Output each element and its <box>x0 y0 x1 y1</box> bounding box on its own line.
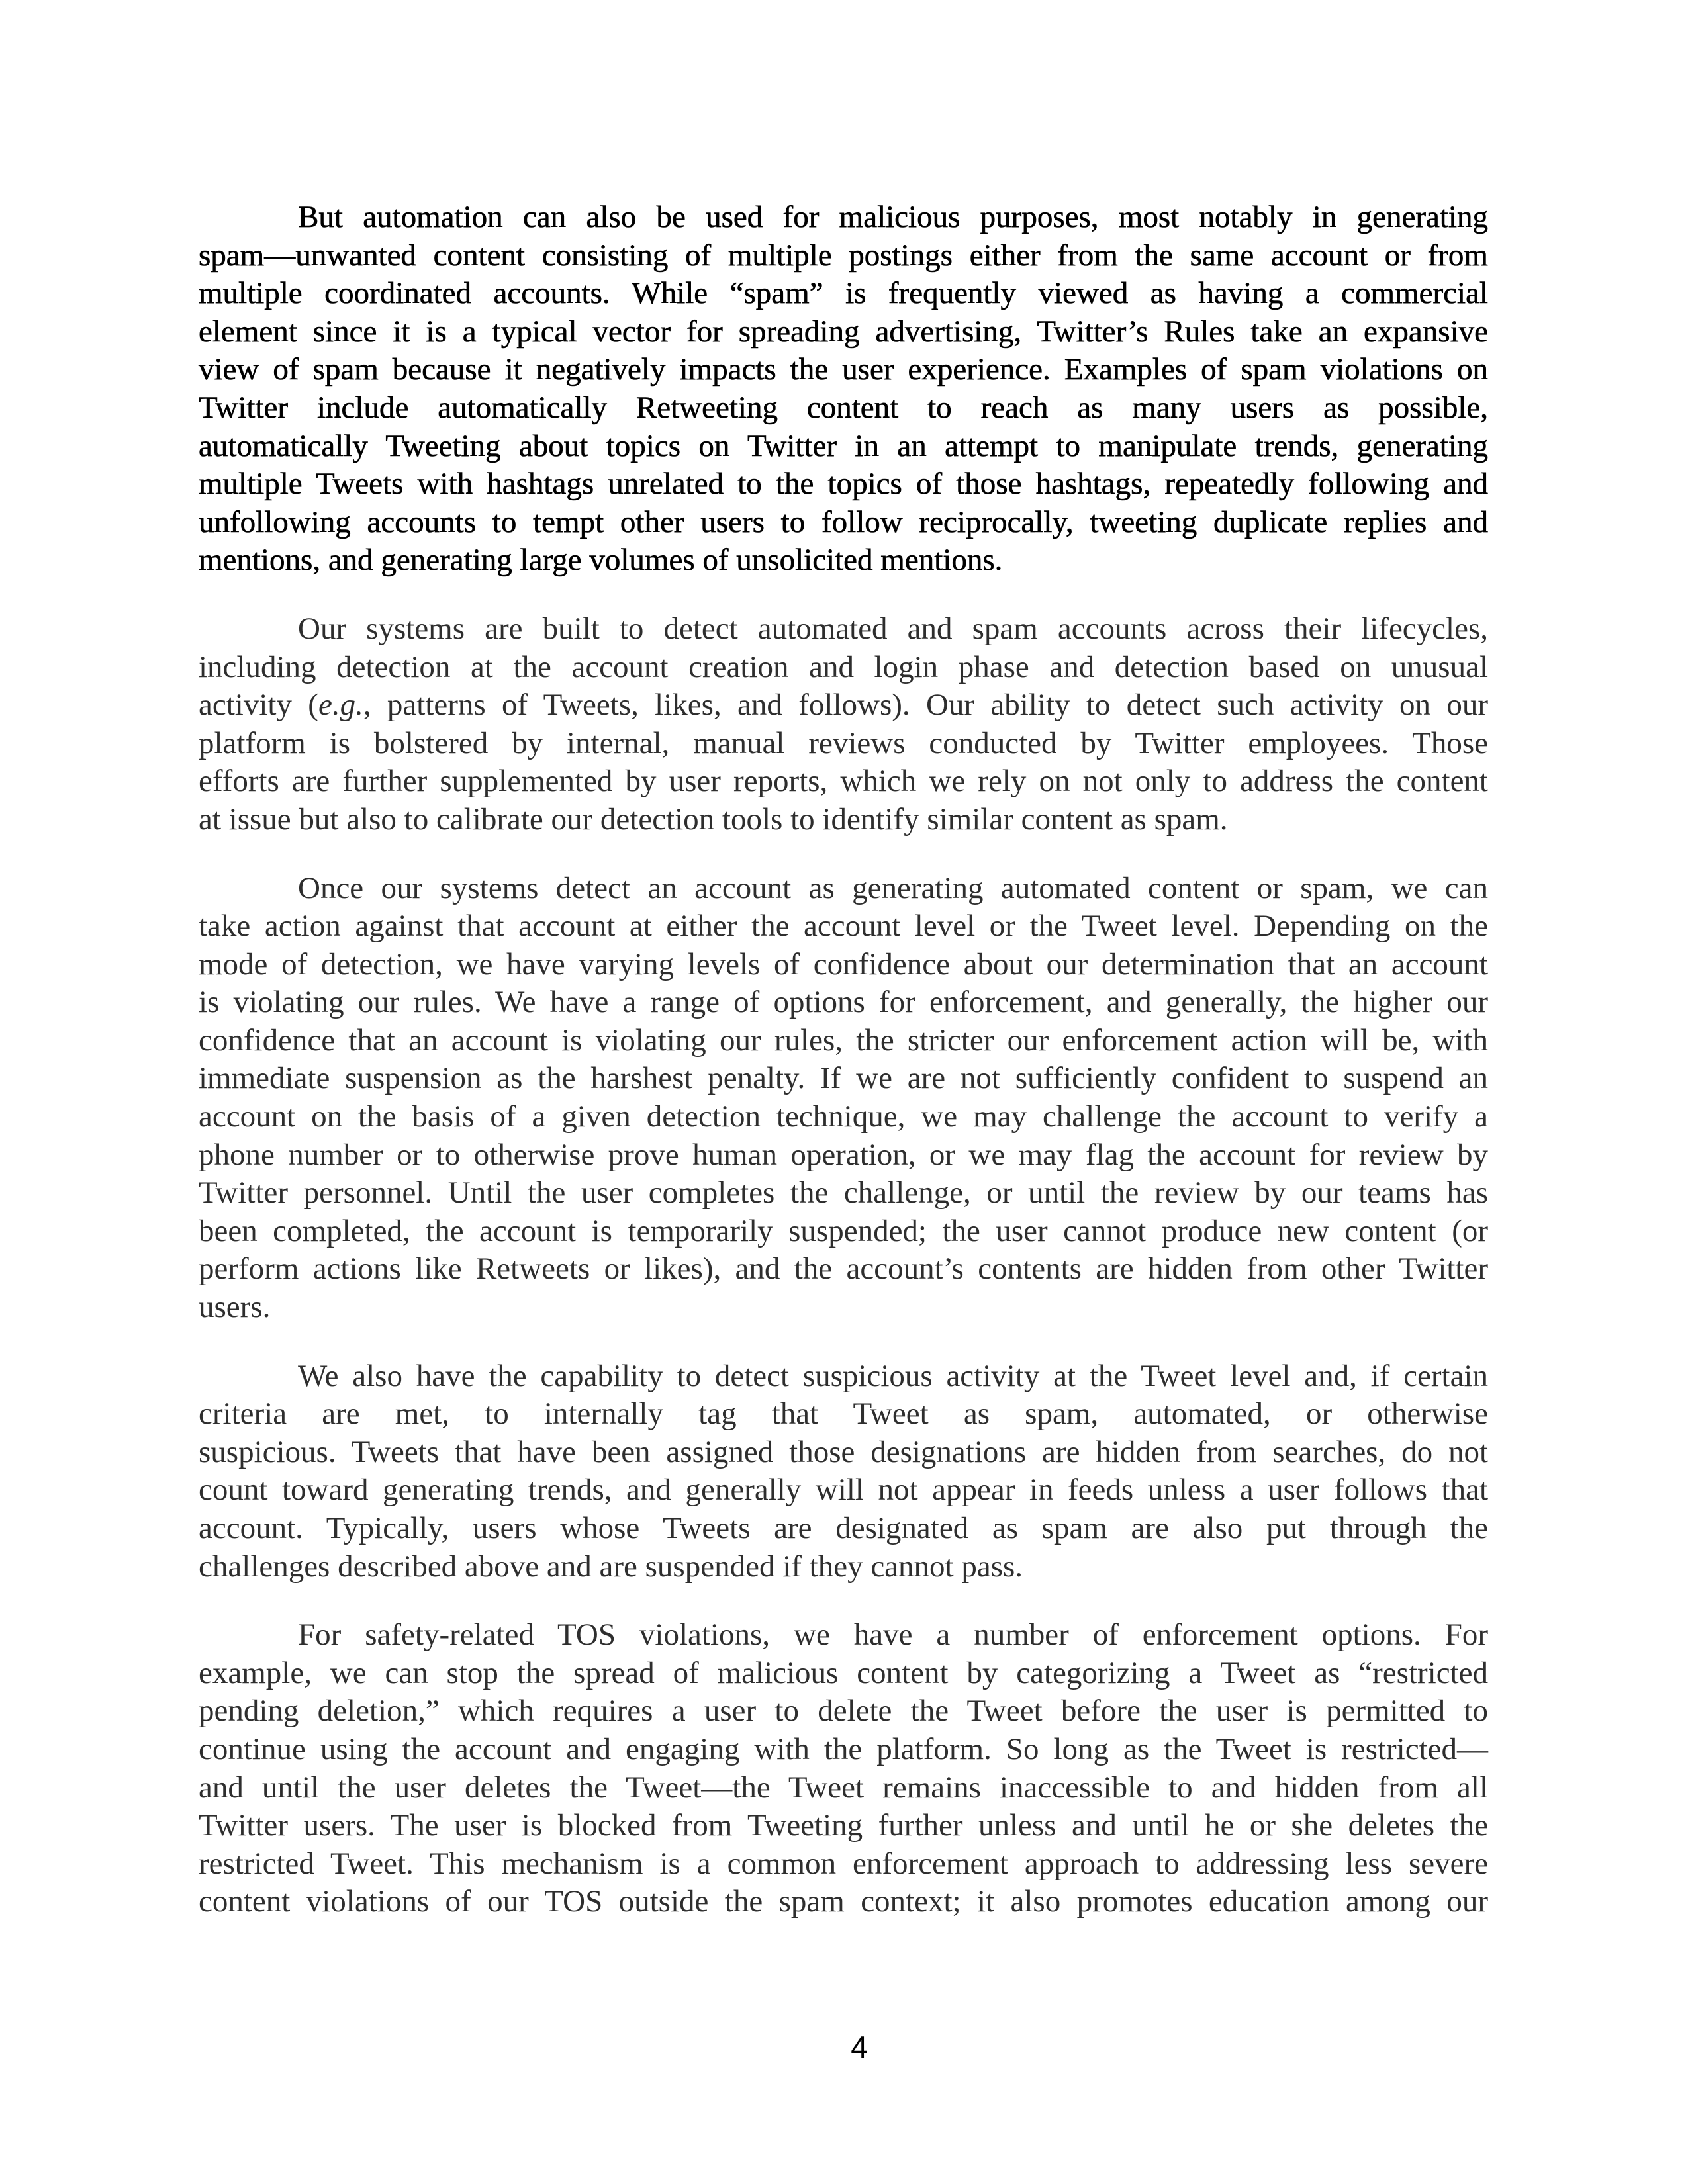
text-line: phone number or to otherwise prove human operation, or we may flag the account for review by <box>199 1137 1488 1172</box>
text-line: content violations of our TOS outside the spam context; it also promotes education among our <box>199 1884 1488 1919</box>
text-line: confidence that an account is violating our rules, the stricter our enforcement action will be, with <box>199 1023 1488 1058</box>
text-line: multiple Tweets with hashtags unrelated to the topics of those hashtags, repeatedly following and <box>199 467 1488 502</box>
page-number <box>0 2030 1688 2064</box>
paragraph-2 <box>199 610 1488 839</box>
text-line: mode of detection, we have varying levels of confidence about our determination that an account <box>199 946 1488 981</box>
text-line: spam—unwanted content consisting of multiple postings either from the same account or from <box>199 238 1488 273</box>
paragraph-4 <box>199 1357 1488 1586</box>
text-line: Twitter personnel. Until the user completes the challenge, or until the review by our teams has <box>199 1175 1488 1210</box>
text-line: mentions, and generating large volumes of unsolicited mentions. <box>199 543 1003 578</box>
text-line: efforts are further supplemented by user reports, which we rely on not only to address the content <box>199 764 1488 799</box>
text-line: example, we can stop the spread of malicious content by categorizing a Tweet as “restricted <box>199 1655 1488 1690</box>
text-line: and until the user deletes the Tweet—the Tweet remains inaccessible to and hidden from all <box>199 1770 1488 1805</box>
text-line: platform is bolstered by internal, manual reviews conducted by Twitter employees. Those <box>199 725 1488 760</box>
paragraph-5 <box>199 1616 1488 1921</box>
text-line: perform actions like Retweets or likes), and the account’s contents are hidden from other Twitter <box>199 1251 1488 1287</box>
text-line: been completed, the account is temporarily suspended; the user cannot produce new content (or <box>199 1213 1488 1248</box>
italic-abbreviation: e.g. <box>318 688 363 723</box>
text-line: account on the basis of a given detection technique, we may challenge the account to verify a <box>199 1099 1488 1134</box>
text-line: automatically Tweeting about topics on Twitter in an attempt to manipulate trends, generating <box>199 428 1488 463</box>
text-line: Twitter include automatically Retweeting content to reach as many users as possible, <box>199 390 1488 425</box>
text-line: including detection at the account creation and login phase and detection based on unusual <box>199 649 1488 684</box>
text-line: multiple coordinated accounts. While “spam” is frequently viewed as having a commercial <box>199 276 1488 311</box>
text-line: Once our systems detect an account as generating automated content or spam, we can <box>298 870 1488 905</box>
text-line: pending deletion,” which requires a user to delete the Tweet before the user is permitted to <box>199 1694 1488 1729</box>
text-line: take action against that account at either the account level or the Tweet level. Depending on the <box>199 909 1488 944</box>
text-line: view of spam because it negatively impacts the user experience. Examples of spam violations on <box>199 352 1488 387</box>
body-text <box>199 199 1488 1952</box>
text-line: We also have the capability to detect suspicious activity at the Tweet level and, if certain <box>298 1358 1488 1393</box>
text-line: users. <box>199 1290 271 1325</box>
text-line: suspicious. Tweets that have been assigned those designations are hidden from searches, do not <box>199 1434 1488 1469</box>
text-line: Twitter users. The user is blocked from Tweeting further unless and until he or she deletes the <box>199 1808 1488 1843</box>
text-line: at issue but also to calibrate our detection tools to identify similar content as spam. <box>199 801 1228 837</box>
text-line: is violating our rules. We have a range of options for enforcement, and generally, the higher our <box>199 985 1488 1020</box>
text-line: account. Typically, users whose Tweets are designated as spam are also put through the <box>199 1511 1488 1545</box>
text-line: For safety-related TOS violations, we have a number of enforcement options. For <box>298 1617 1488 1653</box>
text-line: element since it is a typical vector for spreading advertising, Twitter’s Rules take an expansive <box>199 314 1488 349</box>
text-line: immediate suspension as the harshest penalty. If we are not sufficiently confident to suspend an <box>199 1061 1488 1096</box>
text-line: criteria are met, to internally tag that Tweet as spam, automated, or otherwise <box>199 1396 1488 1432</box>
paragraph-3 <box>199 870 1488 1327</box>
text-line: But automation can also be used for malicious purposes, most notably in generating <box>298 200 1488 234</box>
text-line: continue using the account and engaging with the platform. So long as the Tweet is restricted— <box>199 1731 1488 1766</box>
text-line: challenges described above and are suspended if they cannot pass. <box>199 1549 1023 1584</box>
text-line: activity (e.g., patterns of Tweets, likes, and follows). Our ability to detect such activity on our <box>199 688 1488 723</box>
text-line: restricted Tweet. This mechanism is a common enforcement approach to addressing less severe <box>199 1846 1488 1881</box>
text-line: unfollowing accounts to tempt other users to follow reciprocally, tweeting duplicate replies and <box>199 504 1488 539</box>
page-number-label: 4 <box>851 2030 868 2064</box>
text-line: count toward generating trends, and generally will not appear in feeds unless a user follows that <box>199 1473 1488 1508</box>
text-line: Our systems are built to detect automated and spam accounts across their lifecycles, <box>298 611 1488 646</box>
paragraph-1 <box>199 199 1488 580</box>
